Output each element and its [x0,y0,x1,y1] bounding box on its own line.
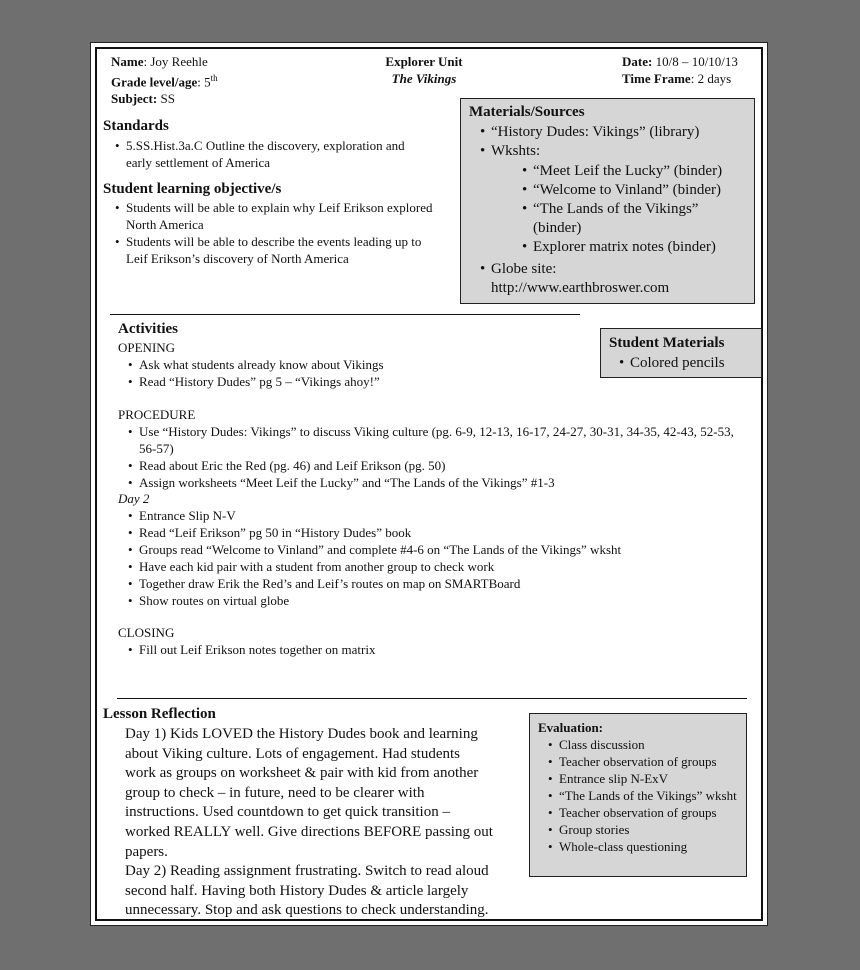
objectives-list [126,199,441,267]
materials-sub-item: • “Meet Leif the Lucky” (binder) [533,162,748,181]
globe-site-url: http://www.earthbroswer.com [491,280,670,296]
materials-item: • “History Dudes: Vikings” (library) [491,123,746,142]
timeframe-label: Time Frame [622,71,691,86]
materials-box [460,98,755,304]
day2-item: • Entrance Slip N-V [139,507,754,524]
objective-item: • Students will be able to describe the events leading up to Leif Erikson’s discovery of North America [126,233,441,267]
procedure-item: • Read about Eric the Red (pg. 46) and Leif Erikson (pg. 50) [139,457,754,474]
closing-item: • Fill out Leif Erikson notes together on matrix [139,641,754,658]
unit-subtitle: The Vikings [391,71,457,86]
reflection-line: Day 1) Kids LOVED the History Dudes book and learning [125,726,478,742]
opening-item: • Read “History Dudes” pg 5 – “Vikings ahoy!” [139,373,579,390]
student-materials-item: • Colored pencils [630,354,755,373]
reflection-text [125,725,535,921]
grade-label: Grade level/age [111,74,198,90]
materials-sub-list [533,162,748,257]
materials-sub-item: • “Welcome to Vinland” (binder) [533,181,748,200]
header-left [111,53,311,107]
day2-label: Day 2 [118,491,150,506]
date-value: 10/8 – 10/10/13 [652,54,738,69]
header-right [622,53,762,87]
name-value: : Joy Reehle [143,54,208,69]
date-line [622,53,762,70]
grade-value: : 5 [197,74,211,90]
materials-item: • Globe site: [491,260,746,279]
grade-line [111,70,311,90]
reflection-line: instructions. Used countdown to get quick transition – [125,804,450,821]
standards-item: • 5.SS.Hist.3a.C Outline the discovery, exploration and early settlement of America [126,137,431,171]
reflection-line: work as groups on worksheet & pair with kid from another [125,765,479,782]
reflection-line: group to check – in future, need to be clearer with [125,784,425,801]
student-materials-heading: Student Materials [609,335,725,351]
day2-list [139,507,754,609]
evaluation-item: • Teacher observation of groups [559,753,739,770]
evaluation-item: • Class discussion [559,736,739,753]
standards-list [126,137,431,171]
reflection-line: worked REALLY well. Give directions BEFORE passing out [125,823,493,840]
opening-item: • Ask what students already know about Vikings [139,356,579,373]
timeframe-value: : 2 days [690,71,732,86]
date-label: Date: [622,54,653,69]
materials-sub-item: • Explorer matrix notes (binder) [533,238,748,257]
closing-list [139,641,754,658]
objectives-heading: Student learning objective/s [103,181,282,197]
evaluation-item: • Whole-class questioning [559,838,739,855]
procedure-label: PROCEDURE [118,407,196,422]
opening-list [139,356,579,390]
reflection-heading: Lesson Reflection [103,706,216,722]
header-center [351,53,497,87]
divider-top [110,314,580,315]
opening-label: OPENING [118,340,176,355]
evaluation-heading: Evaluation: [538,720,604,735]
subject-label: Subject: [111,91,158,107]
closing-label: CLOSING [118,625,175,640]
unit-title: Explorer Unit [385,54,463,69]
day2-item: • Together draw Erik the Red’s and Leif’s routes on map on SMARTBoard [139,575,754,592]
objective-item: • Students will be able to explain why Leif Erikson explored North America [126,199,441,233]
reflection-line: unnecessary. Stop and ask questions to check understanding. [125,902,489,919]
evaluation-item: • Teacher observation of groups [559,804,739,821]
standards-heading: Standards [103,118,169,134]
evaluation-item: • Entrance slip N-ExV [559,770,739,787]
day2-item: • Show routes on virtual globe [139,592,754,609]
day2-item: • Have each kid pair with a student from another group to check work [139,558,754,575]
materials-heading: Materials/Sources [469,104,585,120]
materials-sub-item: • “The Lands of the Vikings” (binder) [533,200,748,238]
day2-item: • Groups read “Welcome to Vinland” and complete #4-6 on “The Lands of the Vikings” wksht [139,541,754,558]
student-materials-box [600,328,762,378]
name-line [111,53,311,70]
reflection-line: papers. [125,843,168,860]
reflection-line: Day 2) Reading assignment frustrating. Switch to read aloud [125,863,489,880]
materials-list-2 [491,260,746,298]
grade-sup: th [210,73,218,83]
name-label: Name [111,54,144,69]
materials-item: • Wkshts: [491,142,746,161]
student-materials-list [630,354,755,373]
procedure-item: • Assign worksheets “Meet Leif the Lucky” and “The Lands of the Vikings” #1-3 [139,474,754,491]
lesson-plan-page [90,42,768,926]
day2-item: • Read “Leif Erikson” pg 50 in “History Dudes” book [139,524,754,541]
subject-line [111,90,311,107]
reflection-line: second half. Having both History Dudes & article largely [125,882,469,899]
procedure-list [139,423,754,491]
reflection-line: about Viking culture. Lots of engagement. Had students [125,745,461,762]
evaluation-box [529,713,747,877]
evaluation-item: • “The Lands of the Vikings” wksht [559,787,739,804]
subject-value: SS [157,91,175,107]
procedure-item: • Use “History Dudes: Vikings” to discuss Viking culture (pg. 6-9, 12-13, 16-17, 24-27, 30-31, 34-35, 42-43, 52-53, 56-57) [139,423,754,457]
timeframe-line [622,70,762,87]
activities-heading: Activities [118,321,178,337]
evaluation-list [559,736,739,855]
divider-bottom [117,698,747,699]
evaluation-item: • Group stories [559,821,739,838]
materials-list [491,123,746,161]
